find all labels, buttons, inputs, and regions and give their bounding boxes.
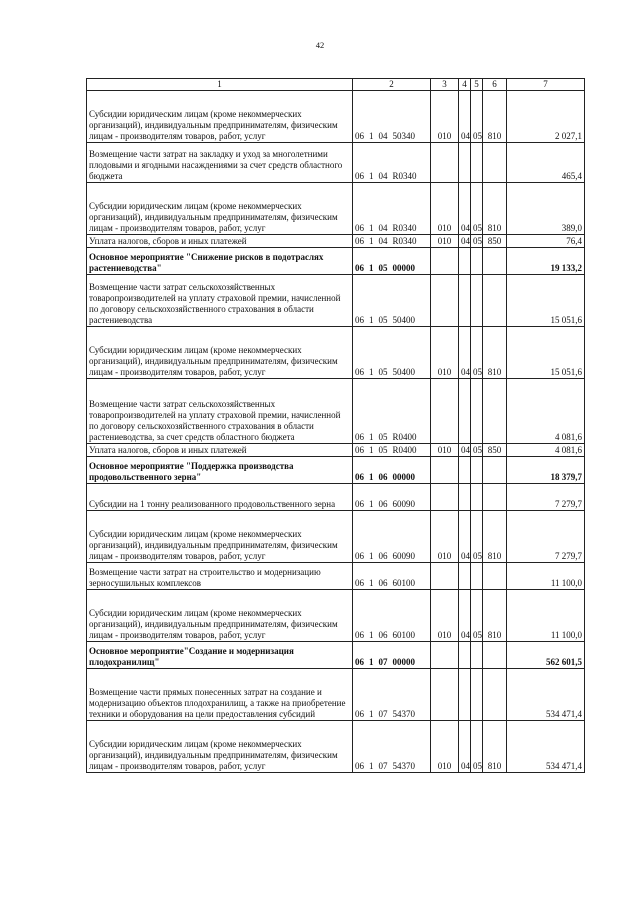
header-cell: 1 <box>87 79 353 91</box>
col3-cell <box>431 669 459 721</box>
row-code <box>353 721 431 773</box>
row-name: Возмещение части затрат на закладку и уход за многолетними плодовыми и ягодными насаждениями за счет средств областного бюджета <box>87 143 353 183</box>
col4-cell <box>459 457 471 484</box>
row-code <box>353 183 431 235</box>
table-row <box>87 721 585 773</box>
col6-cell: 850 <box>483 444 507 457</box>
col5-cell: 05 <box>471 183 483 235</box>
header-cell: 2 <box>353 79 431 91</box>
code-group: 06 <box>378 630 388 640</box>
col4-cell <box>459 143 471 183</box>
code-item: R0340 <box>392 223 417 233</box>
table-row <box>87 590 585 642</box>
col3-cell <box>431 379 459 444</box>
code-group: 07 <box>378 709 388 719</box>
row-code <box>353 590 431 642</box>
row-code <box>353 248 431 275</box>
row-name: Основное мероприятие "Снижение рисков в подотраслях растениеводства" <box>87 248 353 275</box>
col4-cell: 04 <box>459 511 471 563</box>
row-code <box>353 669 431 721</box>
row-amount: 7 279,7 <box>507 484 585 511</box>
col6-cell <box>483 563 507 590</box>
col5-cell <box>471 642 483 669</box>
page-number: 42 <box>315 40 325 50</box>
col3-cell <box>431 275 459 327</box>
code-group: 07 <box>378 761 388 771</box>
header-cell: 4 <box>459 79 471 91</box>
col5-cell <box>471 563 483 590</box>
code-group: 05 <box>378 432 388 442</box>
col6-cell <box>483 484 507 511</box>
code-item: 60100 <box>392 578 415 588</box>
col3-cell <box>431 642 459 669</box>
col6-cell: 810 <box>483 91 507 143</box>
col5-cell: 05 <box>471 511 483 563</box>
col5-cell <box>471 143 483 183</box>
col6-cell <box>483 379 507 444</box>
row-name: Субсидии юридическим лицам (кроме некоммерческих организаций), индивидуальным предпринимателям, физическим лицам - производителям товаров, работ, услуг <box>87 183 353 235</box>
col4-cell <box>459 642 471 669</box>
row-code <box>353 457 431 484</box>
col5-cell <box>471 457 483 484</box>
row-amount: 2 027,1 <box>507 91 585 143</box>
col3-cell <box>431 457 459 484</box>
code-program: 06 <box>355 171 364 181</box>
code-sub: 1 <box>369 263 374 273</box>
table-row <box>87 511 585 563</box>
col3-cell: 010 <box>431 444 459 457</box>
budget-table <box>86 78 585 773</box>
code-item: R0340 <box>392 171 417 181</box>
col4-cell: 04 <box>459 327 471 379</box>
code-group: 04 <box>378 171 388 181</box>
code-group: 04 <box>378 131 388 141</box>
code-item: 54370 <box>392 761 415 771</box>
table-body <box>87 91 585 773</box>
code-item: 60090 <box>392 551 415 561</box>
code-program: 06 <box>355 551 364 561</box>
row-amount: 465,4 <box>507 143 585 183</box>
row-amount: 7 279,7 <box>507 511 585 563</box>
code-sub: 1 <box>369 578 374 588</box>
table-row <box>87 235 585 248</box>
col5-cell: 05 <box>471 235 483 248</box>
col6-cell <box>483 275 507 327</box>
code-program: 06 <box>355 761 364 771</box>
code-program: 06 <box>355 499 364 509</box>
code-program: 06 <box>355 709 364 719</box>
row-name: Возмещение части затрат сельскохозяйственных товаропроизводителей на уплату страховой премии, начисленной по договору сельскохозяйственного страхования в области растениеводства <box>87 275 353 327</box>
col6-cell: 810 <box>483 511 507 563</box>
table-row <box>87 484 585 511</box>
table-row <box>87 91 585 143</box>
col5-cell: 05 <box>471 91 483 143</box>
code-program: 06 <box>355 657 364 667</box>
row-code <box>353 444 431 457</box>
code-group: 05 <box>378 263 388 273</box>
code-group: 06 <box>378 499 388 509</box>
code-sub: 1 <box>369 171 374 181</box>
code-group: 04 <box>378 236 388 246</box>
code-sub: 1 <box>369 432 374 442</box>
code-program: 06 <box>355 578 364 588</box>
code-sub: 1 <box>369 223 374 233</box>
row-code <box>353 235 431 248</box>
code-item: 50340 <box>392 131 415 141</box>
col5-cell: 05 <box>471 721 483 773</box>
col3-cell: 010 <box>431 721 459 773</box>
row-amount: 389,0 <box>507 183 585 235</box>
code-sub: 1 <box>369 657 374 667</box>
header-cell: 7 <box>507 79 585 91</box>
col6-cell: 810 <box>483 327 507 379</box>
col4-cell: 04 <box>459 721 471 773</box>
col5-cell <box>471 275 483 327</box>
table-row <box>87 275 585 327</box>
code-item: 60090 <box>392 499 415 509</box>
col5-cell <box>471 669 483 721</box>
col4-cell <box>459 379 471 444</box>
row-code <box>353 563 431 590</box>
row-amount: 562 601,5 <box>507 642 585 669</box>
row-amount: 15 051,6 <box>507 275 585 327</box>
table-row <box>87 379 585 444</box>
col6-cell: 810 <box>483 721 507 773</box>
col4-cell <box>459 484 471 511</box>
code-item: 54370 <box>392 709 415 719</box>
row-name: Возмещение части затрат сельскохозяйственных товаропроизводителей на уплату страховой премии, начисленной по договору сельскохозяйственного страхования в области растениеводства, за счет средств областного бюджета <box>87 379 353 444</box>
row-name: Субсидии юридическим лицам (кроме некоммерческих организаций), индивидуальным предпринимателям, физическим лицам - производителям товаров, работ, услуг <box>87 327 353 379</box>
code-program: 06 <box>355 472 364 482</box>
code-group: 06 <box>378 578 388 588</box>
col4-cell: 04 <box>459 444 471 457</box>
col4-cell: 04 <box>459 235 471 248</box>
code-program: 06 <box>355 367 364 377</box>
code-item: 00000 <box>392 657 415 667</box>
row-amount: 15 051,6 <box>507 327 585 379</box>
code-item: 60100 <box>392 630 415 640</box>
col5-cell: 05 <box>471 327 483 379</box>
col3-cell: 010 <box>431 511 459 563</box>
col4-cell <box>459 669 471 721</box>
row-name: Субсидии юридическим лицам (кроме некоммерческих организаций), индивидуальным предпринимателям, физическим лицам - производителям товаров, работ, услуг <box>87 511 353 563</box>
col3-cell <box>431 484 459 511</box>
code-sub: 1 <box>369 761 374 771</box>
table-row <box>87 143 585 183</box>
row-amount: 534 471,4 <box>507 721 585 773</box>
code-item: 00000 <box>392 472 415 482</box>
col5-cell <box>471 379 483 444</box>
row-name: Уплата налогов, сборов и иных платежей <box>87 235 353 248</box>
table-row <box>87 327 585 379</box>
code-item: R0340 <box>392 236 417 246</box>
code-program: 06 <box>355 236 364 246</box>
row-name: Возмещение части прямых понесенных затрат на создание и модернизацию объектов плодохранилищ, а также на приобретение техники и оборудования на цели предоставления субсидий <box>87 669 353 721</box>
row-amount: 19 133,2 <box>507 248 585 275</box>
code-group: 04 <box>378 223 388 233</box>
col3-cell <box>431 248 459 275</box>
table-row <box>87 183 585 235</box>
row-code <box>353 91 431 143</box>
col4-cell <box>459 275 471 327</box>
col4-cell: 04 <box>459 183 471 235</box>
header-cell: 5 <box>471 79 483 91</box>
col6-cell: 850 <box>483 235 507 248</box>
row-name: Основное мероприятие "Поддержка производства продовольственного зерна" <box>87 457 353 484</box>
code-program: 06 <box>355 315 364 325</box>
code-sub: 1 <box>369 131 374 141</box>
code-item: 50400 <box>392 367 415 377</box>
row-code <box>353 484 431 511</box>
col3-cell <box>431 143 459 183</box>
code-sub: 1 <box>369 472 374 482</box>
col6-cell <box>483 457 507 484</box>
col3-cell: 010 <box>431 235 459 248</box>
row-name: Субсидии юридическим лицам (кроме некоммерческих организаций), индивидуальным предпринимателям, физическим лицам - производителям товаров, работ, услуг <box>87 91 353 143</box>
header-cell: 3 <box>431 79 459 91</box>
col3-cell: 010 <box>431 327 459 379</box>
col6-cell: 810 <box>483 590 507 642</box>
row-amount: 4 081,6 <box>507 444 585 457</box>
code-program: 06 <box>355 445 364 455</box>
header-cell: 6 <box>483 79 507 91</box>
code-item: R0400 <box>392 432 417 442</box>
col6-cell: 810 <box>483 183 507 235</box>
code-program: 06 <box>355 630 364 640</box>
col4-cell <box>459 248 471 275</box>
code-sub: 1 <box>369 499 374 509</box>
table-row <box>87 642 585 669</box>
table-row <box>87 669 585 721</box>
code-group: 06 <box>378 551 388 561</box>
code-group: 05 <box>378 315 388 325</box>
row-name: Субсидии на 1 тонну реализованного продовольственного зерна <box>87 484 353 511</box>
code-sub: 1 <box>369 236 374 246</box>
col6-cell <box>483 248 507 275</box>
code-group: 05 <box>378 445 388 455</box>
col3-cell: 010 <box>431 183 459 235</box>
row-code <box>353 275 431 327</box>
code-item: 00000 <box>392 263 415 273</box>
col3-cell: 010 <box>431 590 459 642</box>
col5-cell <box>471 484 483 511</box>
row-code <box>353 642 431 669</box>
table-row <box>87 248 585 275</box>
col6-cell <box>483 143 507 183</box>
code-group: 07 <box>378 657 388 667</box>
col4-cell: 04 <box>459 91 471 143</box>
col5-cell: 05 <box>471 590 483 642</box>
row-amount: 4 081,6 <box>507 379 585 444</box>
row-name: Основное мероприятие"Создание и модернизация плодохранилищ" <box>87 642 353 669</box>
table-row <box>87 444 585 457</box>
code-sub: 1 <box>369 551 374 561</box>
code-group: 06 <box>378 472 388 482</box>
row-name: Субсидии юридическим лицам (кроме некоммерческих организаций), индивидуальным предпринимателям, физическим лицам - производителям товаров, работ, услуг <box>87 590 353 642</box>
col4-cell: 04 <box>459 590 471 642</box>
header-row <box>87 79 585 91</box>
code-program: 06 <box>355 263 364 273</box>
row-amount: 18 379,7 <box>507 457 585 484</box>
col5-cell: 05 <box>471 444 483 457</box>
row-code <box>353 379 431 444</box>
col4-cell <box>459 563 471 590</box>
row-code <box>353 327 431 379</box>
row-name: Уплата налогов, сборов и иных платежей <box>87 444 353 457</box>
code-program: 06 <box>355 432 364 442</box>
row-name: Субсидии юридическим лицам (кроме некоммерческих организаций), индивидуальным предпринимателям, физическим лицам - производителям товаров, работ, услуг <box>87 721 353 773</box>
row-amount: 11 100,0 <box>507 563 585 590</box>
code-sub: 1 <box>369 367 374 377</box>
code-sub: 1 <box>369 630 374 640</box>
col3-cell: 010 <box>431 91 459 143</box>
row-code <box>353 511 431 563</box>
row-name: Возмещение части затрат на строительство и модернизацию зерносушильных комплексов <box>87 563 353 590</box>
code-sub: 1 <box>369 315 374 325</box>
code-sub: 1 <box>369 445 374 455</box>
code-group: 05 <box>378 367 388 377</box>
row-code <box>353 143 431 183</box>
col6-cell <box>483 669 507 721</box>
col5-cell <box>471 248 483 275</box>
code-item: R0400 <box>392 445 417 455</box>
table-row <box>87 563 585 590</box>
row-amount: 76,4 <box>507 235 585 248</box>
table-row <box>87 457 585 484</box>
row-amount: 534 471,4 <box>507 669 585 721</box>
code-program: 06 <box>355 223 364 233</box>
code-item: 50400 <box>392 315 415 325</box>
code-sub: 1 <box>369 709 374 719</box>
col3-cell <box>431 563 459 590</box>
code-program: 06 <box>355 131 364 141</box>
col6-cell <box>483 642 507 669</box>
row-amount: 11 100,0 <box>507 590 585 642</box>
